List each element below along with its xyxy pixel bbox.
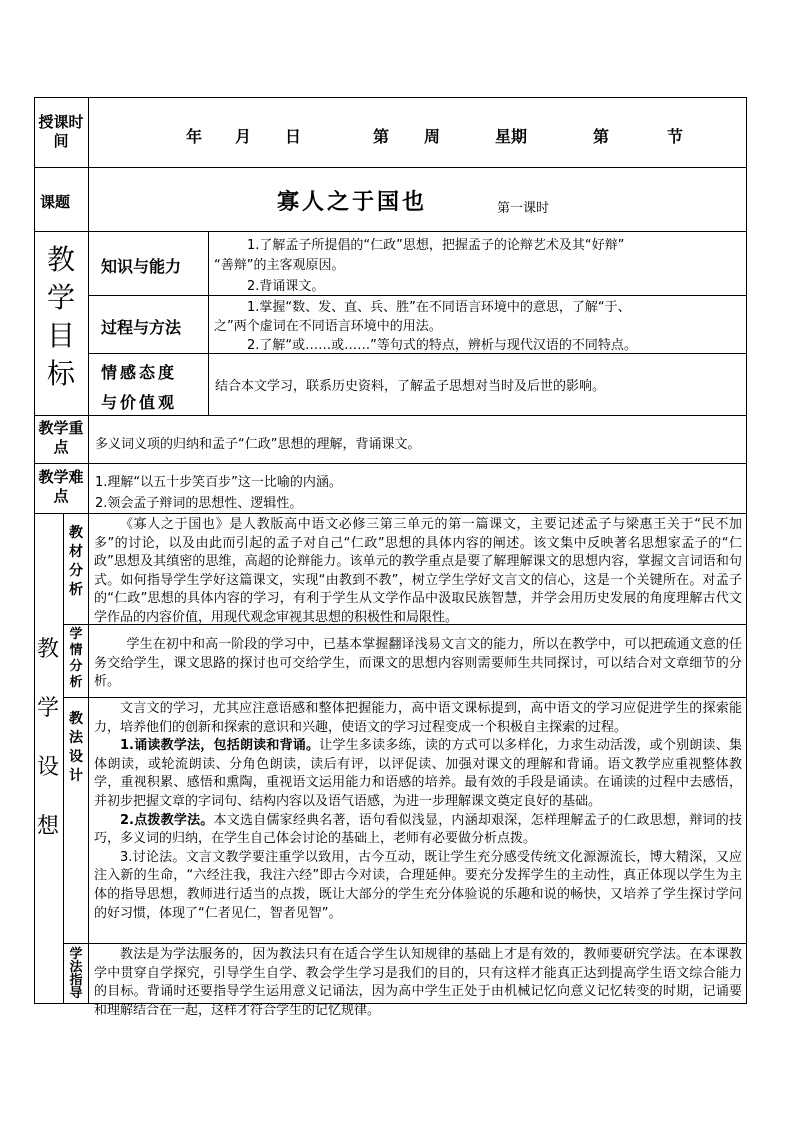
method-2-text: 本文选自儒家经典名著，语句看似浅显，内涵却艰深，怎样理解孟子的仁政思想，辩词的技巧，多义词的归纳，在学生自己体会讨论的基础上，老师有必要做分析点拨。 xyxy=(94,812,742,847)
lesson-title: 寡人之于国也 xyxy=(277,189,428,215)
lesson-number: 第一课时 xyxy=(497,201,550,216)
date-day: 日 xyxy=(285,127,302,146)
process-line-3: 2.了解“或……或……”等句式的特点，辨析与现代汉语的不同特点。 xyxy=(247,338,637,353)
method-intro: 文言文的学习，尤其应注意语感和整体把握能力，高中语文课标提到，高中语文的学习应促进学生的探索能力，培养他们的创新和探索的意识和兴趣，使语文的学习过程变成一个积极自主探索的过程。 xyxy=(94,701,742,735)
difficulty-item-2: 2.领会孟子辩词的思想性、逻辑性。 xyxy=(95,496,303,511)
method-1 xyxy=(94,737,742,811)
knowledge-line-3: 2.背诵课文。 xyxy=(247,279,325,294)
emotion-label-line-2: 与价值观 xyxy=(101,393,178,412)
process-line-2: 之”两个虚词在不同语言环境中的用法。 xyxy=(214,319,442,334)
student-text: 学生在初中和高一阶段的学习中，已基本掌握翻译浅易文言文的能力，所以在教学中，可以把疏通文意的任务交给学生，课文思路的探讨也可交给学生，而课文的思想内容则需要师生共同探讨，可以结合对文章细节的分析。 xyxy=(94,637,742,690)
week-suffix: 周 xyxy=(424,127,441,146)
difficulty-item-1: 1.理解“以五十步笑百步”这一比喻的内涵。 xyxy=(95,475,342,490)
design-label: 教学设想 xyxy=(36,637,59,839)
period-prefix: 第 xyxy=(593,127,610,146)
method-1-title: 1.诵读教学法，包括朗读和背诵。 xyxy=(120,738,320,754)
knowledge-label: 知识与能力 xyxy=(101,257,182,276)
method-label: 教法设计 xyxy=(69,711,83,784)
textbook-text: 《寡人之于国也》是人教版高中语文必修三第三单元的第一篇课文，主要记述孟子与梁惠王关于“民不加多”的讨论，以及由此而引起的孟子对自己“仁政”思想的具体内容的阐述。该文集中反映著名思想家孟子的“仁政”思想及其缜密的思维，高超的论辩能力。该单元的教学重点是要了解理解课文的思想内容，掌握文言词语和句式。如何指导学生学好这篇课文，实现“由教到不教”，树立学生学好文言文的信心，这是一个关键所在。对孟子的“仁政”思想的具体内容的学习，有利于学生从文学作品中汲取民族智慧，并学会用历史发展的角度理解古代文学作品的内容价值，用现代观念审视其思想的积极性和局限性。 xyxy=(94,517,742,625)
study-label: 学法指导 xyxy=(69,947,83,1001)
process-line-1: 1.掌握“数、发、直、兵、胜”在不同语言环境中的意思，了解“于、 xyxy=(247,300,631,315)
key-points-label: 教学重点 xyxy=(38,419,84,456)
weekday-label: 星期 xyxy=(495,127,528,146)
week-prefix: 第 xyxy=(373,127,390,146)
emotion-label-line-1: 情感态度 xyxy=(101,363,178,382)
method-2 xyxy=(94,812,742,849)
date-month: 月 xyxy=(235,127,252,146)
emotion-text: 结合本文学习，联系历史资料，了解孟子思想对当时及后世的影响。 xyxy=(215,379,606,394)
difficulties-label: 教学难点 xyxy=(38,468,84,505)
method-3: 3.讨论法。文言文教学要注重学以致用，古今互动，既让学生充分感受传统文化源源流长，博大精深，又应注入新的生命，“六经注我，我注六经”即古今对读，合理延伸。要充分发挥学生的主动性，真正体现以学生为主体的指导思想，教师进行适当的点拨，既让大部分的学生充分体验说的乐趣和说的畅快，又培养了学生探讨学问的好习惯，体现了“仁者见仁，智者见智”。 xyxy=(94,849,742,921)
knowledge-line-2: “善辩”的主客观原因。 xyxy=(214,258,345,273)
method-1-text: 让学生多读多练，读的方式可以多样化，力求生动活泼，或个别朗读、集体朗读，或轮流朗读、分角色朗读，读后有评，以评促读、加强对课文的理解和背诵。语文教学应重视整体教学，重视积累、感悟和熏陶，重视语文运用能力和语感的培养。最有效的手段是诵读。在诵读的过程中去感悟，并初步把握文章的字词句、结构内容以及语气语感，为进一步理解课文奠定良好的基础。 xyxy=(94,738,742,809)
study-text: 教法是为学法服务的，因为教法只有在适合学生认知规律的基础上才是有效的，教师要研究学法。在本课教学中贯穿自学探究，引导学生自学、教会学生学习是我们的目的，只有这样才能真正达到提高学生语文综合能力的目标。背诵时还要指导学生运用意义记诵法，因为高中学生正处于由机械记忆向意义记忆转变的时期，记诵要和理解结合在一起，这样才符合学生的记忆规律。 xyxy=(94,947,742,1018)
process-label: 过程与方法 xyxy=(101,318,182,337)
objectives-label: 教学目标 xyxy=(46,243,75,390)
knowledge-line-1: 1.了解孟子所提倡的“仁政”思想，把握孟子的论辩艺术及其“好辩” xyxy=(247,238,625,253)
key-points-text: 多义词义项的归纳和孟子“仁政”思想的理解，背诵课文。 xyxy=(95,437,421,452)
textbook-label: 教材分析 xyxy=(69,525,83,598)
date-year: 年 xyxy=(186,127,203,146)
student-label: 学情分析 xyxy=(69,627,83,690)
period-suffix: 节 xyxy=(667,127,684,146)
method-content xyxy=(94,700,742,923)
topic-label: 课题 xyxy=(40,193,71,211)
method-2-title: 2.点拨教学法。 xyxy=(120,812,214,828)
time-label: 授课时间 xyxy=(38,113,84,150)
